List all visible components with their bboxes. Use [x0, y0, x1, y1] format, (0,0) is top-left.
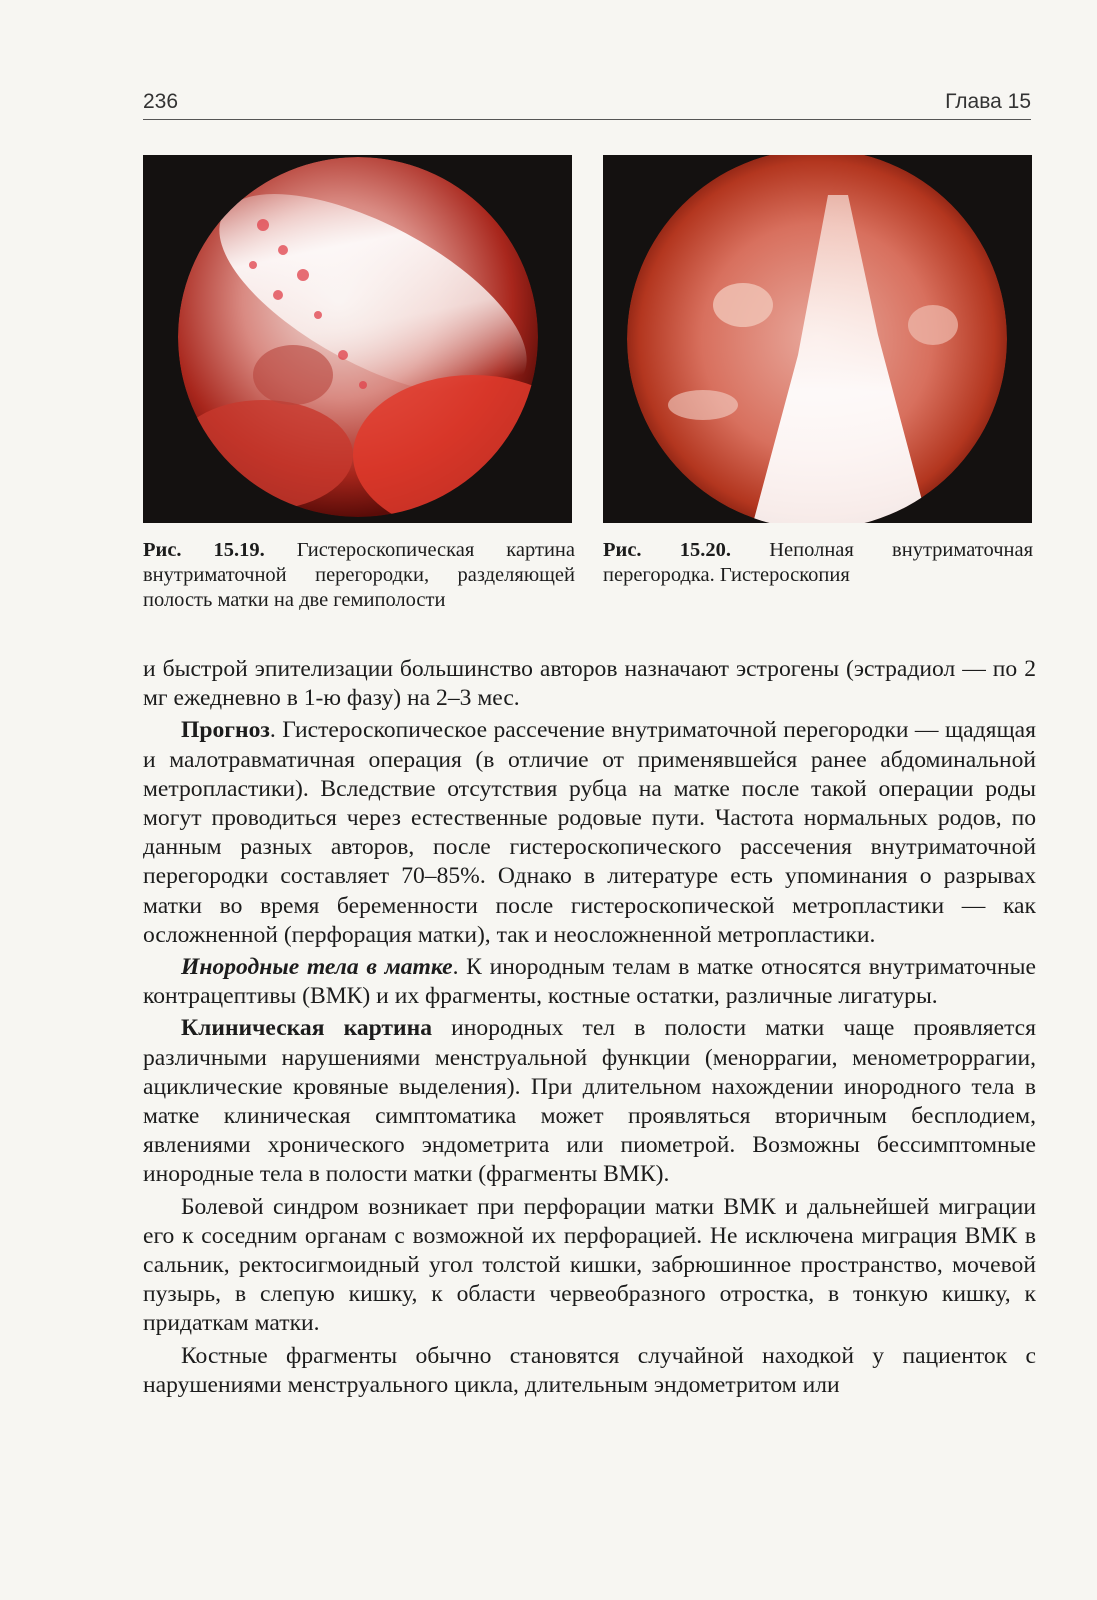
header-rule [143, 119, 1031, 120]
paragraph-text: . Гистероскопическое рассечение внутриматочной перегородки — щадящая и малотравматичная операция (в отличие от применявшейся ранее абдоминальной метропластики). Вследствие отсутствия рубца на матке после такой операции роды могут проводиться через естественные родовые пути. Частота нормальных родов, по данным разных авторов, после гистероскопического рассечения внутриматочной перегородки составляет 70–85%. Однако в литературе есть упоминания о разрывах матки во время беременности после гистероскопической метропластики — как осложненной (перфорация матки), так и неосложненной метропластики. [143, 717, 1036, 948]
paragraph-text: инородных тел в полости матки чаще проявляется различными нарушениями менструальной функции (меноррагии, менометроррагии, ациклические кровяные выделения). При длительном нахождении инородного тела в матке клиническая симптоматика может проявляться вторичным бесплодием, явлениями хронического эндометрита или пиометрой. Возможны бессимптомные инородные тела в полости матки (фрагменты ВМК). [143, 1015, 1037, 1188]
paragraph-clinical-picture [143, 1014, 1036, 1189]
page-number: 236 [143, 90, 179, 113]
paragraph-bone-fragments: Костные фрагменты обычно становятся случайной находкой у пациенток с нарушениями менструального цикла, длительным эндометритом или [143, 1342, 1036, 1398]
figure-15-20-image [603, 155, 1032, 523]
figure-label: Рис. 15.19. [143, 539, 265, 561]
figure-15-19-caption [143, 538, 575, 613]
hysteroscopy-septum-photo [143, 155, 572, 523]
figure-label: Рис. 15.20. [603, 539, 732, 561]
page-header [143, 88, 1031, 120]
figure-caption-text: Гистероскопическая картина внутриматочной перегородки, разделяющей полость матки на две гемиполости [143, 539, 576, 611]
run-in-heading: Прогноз [181, 717, 270, 744]
paragraph-1: и быстрой эпителизации большинство авторов назначают эстрогены (эстрадиол — по 2 мг ежедневно в 1-ю фазу) на 2–3 мес. [143, 656, 1036, 712]
figure-15-19-image [143, 155, 572, 523]
run-in-heading: Клиническая картина [181, 1015, 433, 1042]
figure-caption-text: Неполная внутриматочная перегородка. Гистероскопия [603, 539, 1033, 586]
chapter-title: Глава 15 [945, 90, 1031, 113]
run-in-heading: Инородные тела в матке [181, 954, 453, 981]
figure-15-20-caption [603, 538, 1033, 588]
body-text [143, 655, 1036, 1403]
paragraph-pain-syndrome: Болевой синдром возникает при перфорации матки ВМК и дальнейшей миграции его к соседним органам с возможной их перфорацией. Не исключена миграция ВМК в сальник, ректосигмоидный угол толстой кишки, забрюшинное пространство, мочевой пузырь, в слепую кишку, к области червеобразного отростка, в тонкую кишку, к придаткам матки. [143, 1193, 1036, 1337]
paragraph-text: . К инородным телам в матке относятся внутриматочные контрацептивы (ВМК) и их фрагменты, костные остатки, различные лигатуры. [143, 954, 1036, 1010]
paragraph-prognosis [143, 716, 1036, 950]
paragraph-foreign-bodies [143, 953, 1036, 1011]
incomplete-septum-photo [603, 155, 1032, 523]
